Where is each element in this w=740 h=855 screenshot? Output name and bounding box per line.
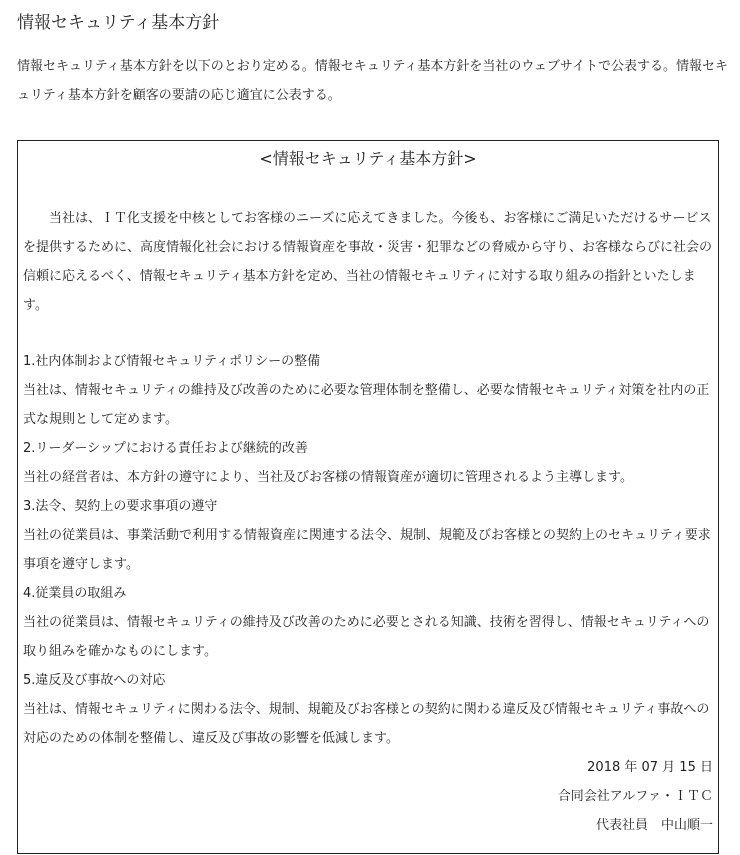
policy-title: <情報セキュリティ基本方針> — [259, 149, 477, 168]
section-body-5: 当社は、情報セキュリティに関わる法令、規制、規範及びお客様との契約に関わる違反及び情報セキュリティ事故への対応のための体制を整備し、違反及び事故の影響を低減します。 — [23, 702, 710, 746]
section-body-2: 当社の経営者は、本方針の遵守により、当社及びお客様の情報資産が適切に管理されるよう主導します。 — [23, 470, 633, 485]
policy-sections — [23, 347, 715, 753]
signature-date: 2018 年 07 月 15 日 — [587, 760, 713, 775]
signature-company: 合同会社アルファ・ＩＴＣ — [557, 789, 713, 804]
policy-lead-paragraph: 当社は、ＩＴ化支援を中核としてお客様のニーズに応えてきました。今後も、お客様にご満足いただけるサービスを提供するために、高度情報化社会における情報資産を事故・災害・犯罪などの脅威から守り、お客様ならびに社会の信頼に応えるべく、情報セキュリティ基本方針を定め、当社の情報セキュリティに対する取り組みの指針といたします。 — [23, 211, 713, 313]
section-heading-2: 2.リーダーシップにおける責任および継続的改善 — [23, 441, 308, 456]
page-title: 情報セキュリティ基本方針 — [17, 13, 220, 33]
policy-box — [17, 140, 719, 854]
section-body-3: 当社の従業員は、事業活動で利用する情報資産に関連する法令、規制、規範及びお客様との契約上のセキュリティ要求事項を遵守します。 — [23, 528, 711, 572]
signature-representative: 代表社員 中山順一 — [595, 818, 713, 833]
section-body-4: 当社の従業員は、情報セキュリティの維持及び改善のために必要とされる知識、技術を習得し、情報セキュリティへの取り組みを確かなものにします。 — [23, 615, 710, 659]
section-heading-5: 5.違反及び事故への対応 — [23, 673, 166, 688]
section-heading-3: 3.法令、契約上の要求事項の遵守 — [23, 499, 218, 514]
section-heading-4: 4.従業員の取組み — [23, 586, 127, 601]
section-heading-1: 1.社内体制および情報セキュリティポリシーの整備 — [23, 354, 321, 369]
signature-block — [558, 753, 713, 840]
section-body-1: 当社は、情報セキュリティの維持及び改善のために必要な管理体制を整備し、必要な情報セキュリティ対策を社内の正式な規則として定めます。 — [23, 383, 710, 427]
intro-paragraph: 情報セキュリティ基本方針を以下のとおり定める。情報セキュリティ基本方針を当社のウェブサイトで公表する。情報セキュリティ基本方針を顧客の要請の応じ適宜に公表する。 — [17, 59, 728, 103]
